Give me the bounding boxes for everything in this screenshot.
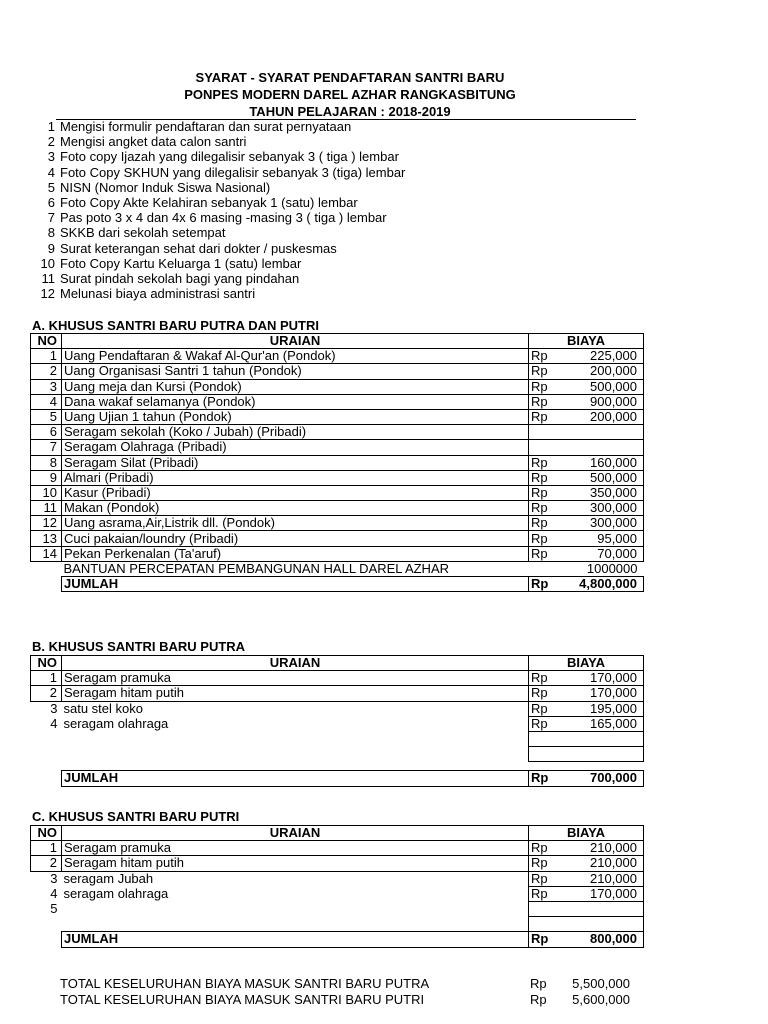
requirement-item	[30, 165, 630, 180]
total-spacer	[31, 932, 62, 947]
table-row	[31, 531, 644, 546]
requirement-number: 10	[40, 255, 55, 271]
total-row	[31, 771, 644, 786]
row-currency: Rp	[529, 501, 574, 516]
row-uraian: Uang meja dan Kursi (Pondok)	[62, 379, 529, 394]
row-number: 6	[31, 425, 62, 440]
row-number: 3	[50, 871, 58, 886]
row-number: 3	[50, 701, 58, 716]
requirement-number: 3	[47, 149, 55, 165]
row-uraian: Kasur (Pribadi)	[62, 485, 529, 500]
row-currency: Rp	[529, 871, 574, 886]
row-uraian: Uang Ujian 1 tahun (Pondok)	[62, 409, 529, 424]
row-number-empty	[31, 731, 62, 746]
title-line-3: TAHUN PELAJARAN : 2018-2019	[249, 104, 451, 119]
row-uraian: Seragam Olahraga (Pribadi)	[62, 440, 529, 455]
requirement-item	[30, 256, 630, 271]
section-a-title: A. KHUSUS SANTRI BARU PUTRA DAN PUTRI	[32, 318, 319, 333]
header-biaya: BIAYA	[529, 826, 644, 841]
section-c-title: C. KHUSUS SANTRI BARU PUTRI	[32, 809, 240, 824]
spacer-cell	[31, 762, 644, 771]
row-currency: Rp	[529, 379, 574, 394]
row-uraian: Cuci pakaian/loundry (Pribadi)	[62, 531, 529, 546]
row-amount-empty	[529, 747, 644, 762]
grand-total-amount: 5,600,000	[572, 992, 630, 1007]
requirement-number: 8	[47, 225, 55, 241]
section-a-table	[30, 333, 644, 592]
row-amount: 170,000	[573, 886, 644, 901]
total-label: JUMLAH	[62, 771, 529, 786]
row-number: 7	[31, 440, 62, 455]
row-currency: Rp	[529, 886, 574, 901]
row-number: 2	[31, 856, 62, 871]
extra-currency	[529, 561, 574, 576]
table-row	[31, 871, 644, 886]
row-number-empty	[31, 747, 62, 762]
total-label: JUMLAH	[62, 577, 529, 592]
row-amount: 170,000	[573, 686, 644, 701]
header-no: NO	[31, 826, 62, 841]
row-currency: Rp	[529, 364, 574, 379]
row-amount: 225,000	[573, 349, 644, 364]
row-number: 5	[50, 901, 58, 917]
requirement-text: NISN (Nomor Induk Siswa Nasional)	[60, 179, 271, 195]
row-uraian-empty	[62, 731, 529, 746]
row-amount: 200,000	[573, 409, 644, 424]
row-currency: Rp	[529, 546, 574, 561]
row-currency: Rp	[529, 716, 574, 731]
row-amount: 195,000	[573, 701, 644, 716]
row-uraian-empty	[62, 901, 529, 916]
grand-total-amount: 5,500,000	[572, 976, 630, 991]
header-uraian: URAIAN	[62, 334, 529, 349]
table-row	[31, 856, 644, 871]
requirement-item	[30, 149, 630, 164]
requirement-number: 11	[41, 270, 55, 286]
row-uraian: Uang Pendaftaran & Wakaf Al-Qur'an (Pondok)	[62, 349, 529, 364]
row-number: 4	[50, 886, 58, 901]
grand-total-currency: Rp	[530, 976, 547, 991]
requirement-number: 6	[47, 194, 55, 210]
row-number: 1	[31, 349, 62, 364]
row-currency: Rp	[529, 701, 574, 716]
section-b-title: B. KHUSUS SANTRI BARU PUTRA	[32, 639, 246, 654]
table-header-row	[31, 334, 644, 349]
requirement-number: 5	[47, 179, 55, 195]
row-number-empty	[31, 917, 62, 932]
requirement-text: Foto Copy SKHUN yang dilegalisir sebanyak 3 (tiga) lembar	[60, 164, 406, 180]
header-no: NO	[31, 334, 62, 349]
total-row	[31, 577, 644, 592]
row-number: 4	[50, 716, 58, 731]
table-row	[31, 701, 644, 716]
requirement-text: Foto copy Ijazah yang dilegalisir sebanyak 3 ( tiga ) lembar	[60, 149, 399, 165]
row-uraian: Almari (Pribadi)	[62, 470, 529, 485]
row-uraian: satu stel koko	[63, 701, 143, 716]
grand-total-currency: Rp	[530, 992, 547, 1007]
requirement-number: 12	[40, 286, 55, 302]
row-uraian-empty	[62, 747, 529, 762]
table-header-row	[31, 826, 644, 841]
requirement-number: 4	[47, 164, 55, 180]
row-amount: 165,000	[573, 716, 644, 731]
grand-total-row	[60, 992, 640, 1008]
table-row	[31, 716, 644, 731]
row-currency: Rp	[529, 841, 574, 856]
row-currency: Rp	[529, 455, 574, 470]
row-amount: 300,000	[573, 516, 644, 531]
row-uraian: Dana wakaf selamanya (Pondok)	[62, 394, 529, 409]
header-uraian: URAIAN	[62, 826, 529, 841]
row-amount-empty	[529, 901, 644, 916]
row-amount: 70,000	[573, 546, 644, 561]
row-amount: 170,000	[573, 671, 644, 686]
table-row	[31, 886, 644, 901]
row-currency: Rp	[529, 671, 574, 686]
row-currency: Rp	[529, 516, 574, 531]
requirement-text: Mengisi angket data calon santri	[60, 134, 247, 150]
row-currency	[529, 425, 574, 440]
total-spacer	[31, 771, 62, 786]
table-row-empty	[31, 747, 644, 762]
row-number: 3	[31, 379, 62, 394]
row-number: 10	[31, 485, 62, 500]
row-uraian: Pekan Perkenalan (Ta'aruf)	[62, 546, 529, 561]
requirement-text: SKKB dari sekolah setempat	[60, 225, 226, 241]
grand-total-row	[60, 976, 640, 992]
row-currency: Rp	[529, 856, 574, 871]
requirement-text: Mengisi formulir pendaftaran dan surat pernyataan	[60, 119, 352, 134]
table-row	[31, 409, 644, 424]
requirement-text: Surat pindah sekolah bagi yang pindahan	[60, 270, 300, 286]
row-number: 4	[31, 394, 62, 409]
row-amount: 500,000	[573, 379, 644, 394]
total-currency: Rp	[529, 577, 574, 592]
row-uraian: Seragam hitam putih	[62, 856, 529, 871]
requirement-item	[30, 271, 630, 286]
row-amount-empty	[529, 917, 644, 932]
row-uraian: seragam olahraga	[63, 886, 169, 901]
requirement-item	[30, 286, 630, 301]
table-header-row	[31, 656, 644, 671]
row-number: 14	[31, 546, 62, 561]
row-amount: 210,000	[573, 856, 644, 871]
total-currency: Rp	[529, 771, 574, 786]
table-row	[31, 379, 644, 394]
section-b-table	[30, 655, 644, 787]
requirement-item	[30, 119, 630, 134]
extra-amount: 1000000	[586, 561, 638, 576]
extra-uraian: BANTUAN PERCEPATAN PEMBANGUNAN HALL DAREL AZHAR	[63, 561, 450, 576]
requirement-item	[30, 210, 630, 225]
row-amount	[573, 425, 644, 440]
table-row	[31, 485, 644, 500]
requirement-text: Foto Copy Kartu Keluarga 1 (satu) lembar	[60, 255, 302, 271]
table-row	[31, 841, 644, 856]
total-row	[31, 932, 644, 947]
requirement-text: Pas poto 3 x 4 dan 4x 6 masing -masing 3 ( tiga ) lembar	[60, 210, 387, 226]
header-biaya: BIAYA	[529, 656, 644, 671]
row-uraian: seragam Jubah	[63, 871, 154, 886]
extra-spacer	[31, 561, 62, 576]
requirement-number: 2	[47, 134, 55, 150]
row-uraian: Uang asrama,Air,Listrik dll. (Pondok)	[62, 516, 529, 531]
table-row	[31, 440, 644, 455]
table-row	[31, 364, 644, 379]
requirement-item	[30, 225, 630, 240]
row-number: 13	[31, 531, 62, 546]
requirement-item	[30, 134, 630, 149]
table-row	[31, 686, 644, 701]
grand-total-label: TOTAL KESELURUHAN BIAYA MASUK SANTRI BARU PUTRI	[60, 992, 425, 1007]
row-amount: 160,000	[573, 455, 644, 470]
row-currency: Rp	[529, 686, 574, 701]
requirement-number: 7	[47, 210, 55, 226]
requirements-list	[30, 119, 630, 301]
row-uraian: Seragam sekolah (Koko / Jubah) (Pribadi)	[62, 425, 529, 440]
row-currency: Rp	[529, 470, 574, 485]
total-amount: 4,800,000	[573, 577, 644, 592]
table-row-extra	[31, 561, 644, 576]
row-amount: 200,000	[573, 364, 644, 379]
row-number: 9	[31, 470, 62, 485]
total-currency: Rp	[529, 932, 574, 947]
requirement-text: Foto Copy Akte Kelahiran sebanyak 1 (satu) lembar	[60, 194, 358, 210]
row-amount: 95,000	[573, 531, 644, 546]
row-amount: 300,000	[573, 501, 644, 516]
title-line-1: SYARAT - SYARAT PENDAFTARAN SANTRI BARU	[195, 70, 505, 85]
table-row	[31, 516, 644, 531]
requirement-text: Surat keterangan sehat dari dokter / puskesmas	[60, 240, 337, 256]
requirement-text: Melunasi biaya administrasi santri	[60, 286, 256, 302]
row-number: 1	[31, 671, 62, 686]
row-uraian: Seragam pramuka	[62, 841, 529, 856]
row-amount: 210,000	[573, 841, 644, 856]
row-uraian: Makan (Pondok)	[62, 501, 529, 516]
total-amount: 800,000	[573, 932, 644, 947]
row-currency: Rp	[529, 409, 574, 424]
row-number: 1	[31, 841, 62, 856]
row-amount: 500,000	[573, 470, 644, 485]
row-amount-empty	[529, 731, 644, 746]
row-currency: Rp	[529, 485, 574, 500]
requirement-number: 1	[47, 119, 55, 134]
row-uraian: Uang Organisasi Santri 1 tahun (Pondok)	[62, 364, 529, 379]
total-amount: 700,000	[573, 771, 644, 786]
row-amount: 900,000	[573, 394, 644, 409]
row-number: 2	[31, 364, 62, 379]
table-row	[31, 470, 644, 485]
requirement-item	[30, 241, 630, 256]
row-currency: Rp	[529, 349, 574, 364]
row-uraian-empty	[62, 917, 529, 932]
table-row-empty	[31, 901, 644, 916]
requirement-item	[30, 195, 630, 210]
table-row	[31, 501, 644, 516]
row-currency	[529, 440, 574, 455]
row-uraian: seragam olahraga	[63, 716, 169, 731]
requirement-number: 9	[47, 240, 55, 256]
table-row	[31, 455, 644, 470]
header-no: NO	[31, 656, 62, 671]
row-uraian: Seragam pramuka	[62, 671, 529, 686]
table-row-empty	[31, 917, 644, 932]
header-uraian: URAIAN	[62, 656, 529, 671]
section-c-table	[30, 825, 644, 948]
row-currency: Rp	[529, 394, 574, 409]
row-amount: 350,000	[573, 485, 644, 500]
spacer-row	[31, 762, 644, 771]
table-row	[31, 671, 644, 686]
total-label: JUMLAH	[62, 932, 529, 947]
row-uraian: Seragam hitam putih	[62, 686, 529, 701]
row-amount: 210,000	[573, 871, 644, 886]
row-number: 8	[31, 455, 62, 470]
grand-totals	[60, 976, 640, 1008]
title-line-2: PONPES MODERN DAREL AZHAR RANGKASBITUNG	[184, 87, 516, 102]
row-number: 11	[31, 501, 62, 516]
header-biaya: BIAYA	[529, 334, 644, 349]
row-amount	[573, 440, 644, 455]
table-row	[31, 349, 644, 364]
table-row	[31, 546, 644, 561]
table-row	[31, 394, 644, 409]
row-number: 2	[31, 686, 62, 701]
table-row-empty	[31, 731, 644, 746]
grand-total-label: TOTAL KESELURUHAN BIAYA MASUK SANTRI BARU PUTRA	[60, 976, 430, 991]
row-currency: Rp	[529, 531, 574, 546]
total-spacer	[31, 577, 62, 592]
row-number: 12	[31, 516, 62, 531]
requirement-item	[30, 180, 630, 195]
row-number: 5	[31, 409, 62, 424]
row-uraian: Seragam Silat (Pribadi)	[62, 455, 529, 470]
table-row	[31, 425, 644, 440]
